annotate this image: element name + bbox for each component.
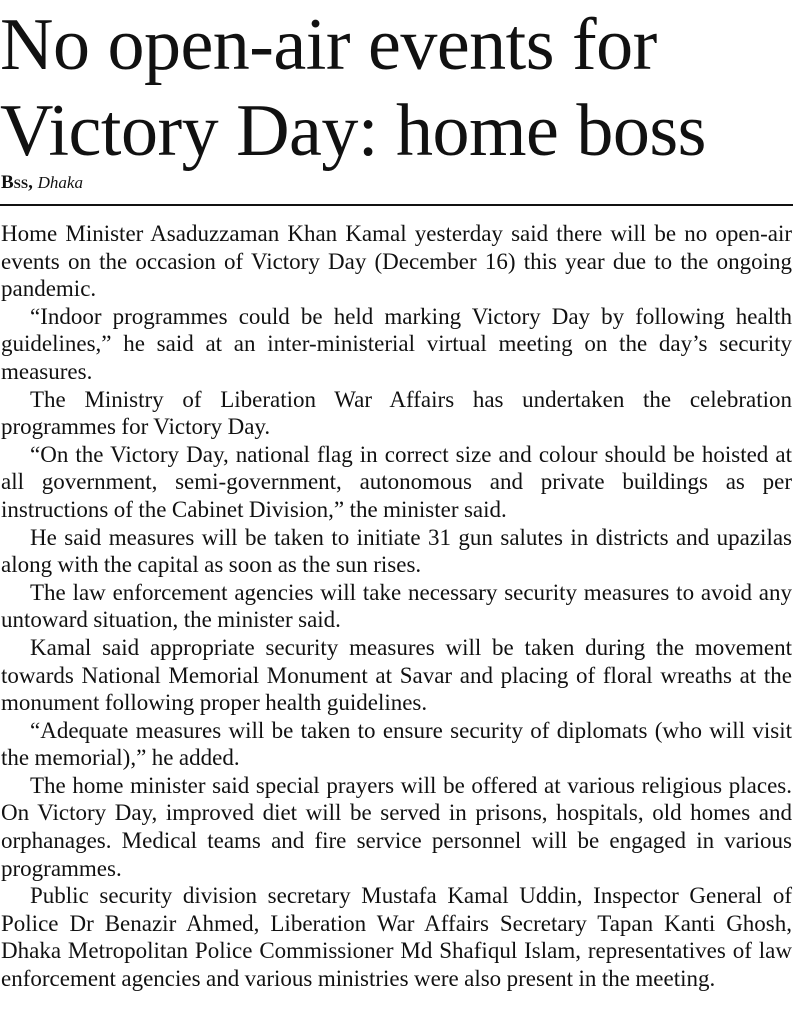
byline [1,172,83,194]
article-paragraph-2: “Indoor programmes could be held marking Victory Day by following health guidelines,” he said at an inter-ministerial virtual meeting on the day’s security measures. [1,303,792,384]
article-body [1,220,792,993]
byline-place: Dhaka [37,173,83,192]
byline-agency: Bss, [1,172,33,193]
article-paragraph-9: The home minister said special prayers will be offered at various religious places. On Victory Day, improved diet will be served in prisons, hospitals, old homes and orphanages. Medical teams and fire service personnel will be engaged in various programmes. [1,772,792,881]
headline-divider [0,204,793,206]
article-paragraph-4: “On the Victory Day, national flag in correct size and colour should be hoisted at all government, semi-government, autonomous and private buildings as per instructions of the Cabinet Division,” the minister said. [1,441,792,522]
article-paragraph-6: The law enforcement agencies will take necessary security measures to avoid any untoward situation, the minister said. [1,579,792,633]
headline: No open-air events for Victory Day: home boss [0,4,706,172]
article-paragraph-10: Public security division secretary Mustafa Kamal Uddin, Inspector General of Police Dr Benazir Ahmed, Liberation War Affairs Secretary Tapan Kanti Ghosh, Dhaka Metropolitan Police Commissioner Md Shafiqul Islam, representatives of law enforcement agencies and various ministries were also present in the meeting. [1,883,792,992]
article-paragraph-5: He said measures will be taken to initiate 31 gun salutes in districts and upazilas along with the capital as soon as the sun rises. [1,524,792,578]
article-paragraph-3: The Ministry of Liberation War Affairs has undertaken the celebration programmes for Victory Day. [1,386,792,440]
article-paragraph-1: Home Minister Asaduzzaman Khan Kamal yesterday said there will be no open-air events on the occasion of Victory Day (December 16) this year due to the ongoing pandemic. [1,221,792,302]
article-paragraph-8: “Adequate measures will be taken to ensure security of diplomats (who will visit the memorial),” he added. [1,717,792,771]
article-paragraph-7: Kamal said appropriate security measures will be taken during the movement towards National Memorial Monument at Savar and placing of floral wreaths at the monument following proper health guidelines. [1,634,792,716]
